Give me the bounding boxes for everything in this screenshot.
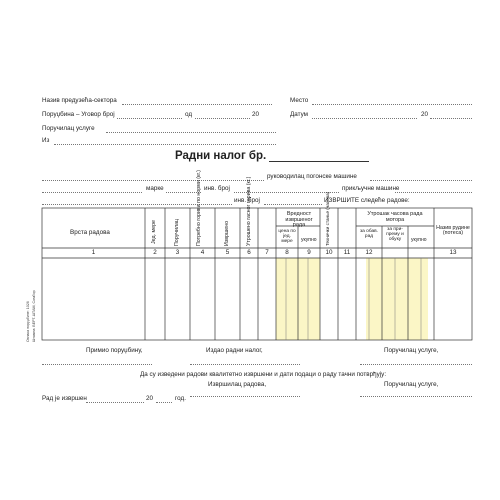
performer-signature[interactable] [190, 396, 300, 397]
col-fuel-spent: Утрошено гасног горива (кг.) [246, 176, 252, 246]
operator-label: руководилац погонске машине [267, 173, 357, 180]
col-done: Извршено [224, 220, 230, 246]
work-done-year: 20 [146, 395, 154, 402]
order-code-text: Ознака поруџбине: 1026 [26, 301, 30, 342]
date-label: Датум [290, 111, 308, 118]
work-order-form [10, 80, 494, 410]
client2-signature[interactable] [360, 396, 472, 397]
col-client: Поручилац [174, 218, 180, 246]
col-number: 8 [285, 249, 289, 256]
from2-label: Из [42, 137, 50, 144]
work-done-date-field[interactable] [86, 402, 144, 403]
date-year: 20 [421, 111, 429, 118]
col-number: 12 [365, 249, 373, 256]
col-number: 2 [153, 249, 157, 256]
from-label: од [185, 111, 193, 118]
branch-contract-label: Поруџбина – Уговор број [42, 111, 115, 118]
contract-year: 20 [252, 111, 260, 118]
col-number: 6 [247, 249, 251, 256]
year-suffix: год. [175, 395, 186, 402]
inv-no2-label: инв. број [234, 197, 260, 204]
received-signature[interactable] [42, 364, 152, 365]
col-hours-group: Утрошак часова рада мотора [367, 211, 423, 223]
col-tech-status: Технички станье (часова) [325, 191, 330, 246]
received-label: Примио поруџбину, [86, 347, 143, 354]
inv-no-label: инв. број [204, 185, 230, 192]
client-signature[interactable] [360, 364, 472, 365]
confirm-text: Да су изведени радови квалитетно извршени и дати подаци о раду тачни потврђују: [140, 371, 387, 378]
col-number: 7 [265, 249, 269, 256]
client-label: Поручилац услуге, [384, 347, 439, 354]
col-number: 11 [343, 249, 351, 256]
col-crop-name: Назив рудине (потеса) [436, 225, 470, 237]
col-total: укупно [301, 237, 317, 243]
issued-label: Издао радни налог, [206, 347, 263, 354]
attached-machine-label: прикључне машине [342, 185, 400, 192]
client2-label: Поручилац услуге, [384, 381, 439, 388]
col-number: 5 [225, 249, 230, 256]
col-prep-hours: за при- прему и обуку [386, 227, 404, 242]
col-unit: Јед. мере [151, 220, 157, 244]
brand-label: марке [146, 185, 164, 192]
company-name-label: Назив предузећа-сектора [42, 97, 117, 104]
col-work-hours: за обав. рад [359, 229, 379, 239]
work-table-grid [10, 80, 494, 410]
col-unit-price: цена по јед. мере [278, 229, 296, 244]
performer-instruction: ИЗВРШИТЕ следеће радове: [324, 197, 410, 204]
col-number: 4 [200, 249, 205, 256]
place-label: Место [290, 97, 309, 104]
printer-text: Штампа: ВЕРТ-ШТАМ, Сомбор [32, 290, 36, 342]
col-number: 3 [175, 249, 180, 256]
work-done-label: Рад је извршен [42, 395, 87, 402]
issued-signature[interactable] [190, 364, 300, 365]
col-number: 9 [307, 249, 311, 256]
performer-label: Извршилац радова, [208, 381, 267, 388]
col-number: 13 [449, 249, 457, 256]
col-value-group: Вредност извршеног рада [285, 211, 313, 228]
ordered-service-label: Поручилац услуге [42, 125, 95, 132]
work-done-year-field[interactable] [156, 402, 172, 403]
col-number: 10 [325, 249, 333, 256]
col-hours-total: укупно [411, 237, 427, 243]
form-title: Радни налог бр. [175, 150, 267, 162]
col-fuel-needed: Потребно горива по норми (кг.) [196, 170, 202, 246]
col-number: 1 [91, 249, 96, 256]
col-work-type: Врста радова [70, 229, 110, 236]
